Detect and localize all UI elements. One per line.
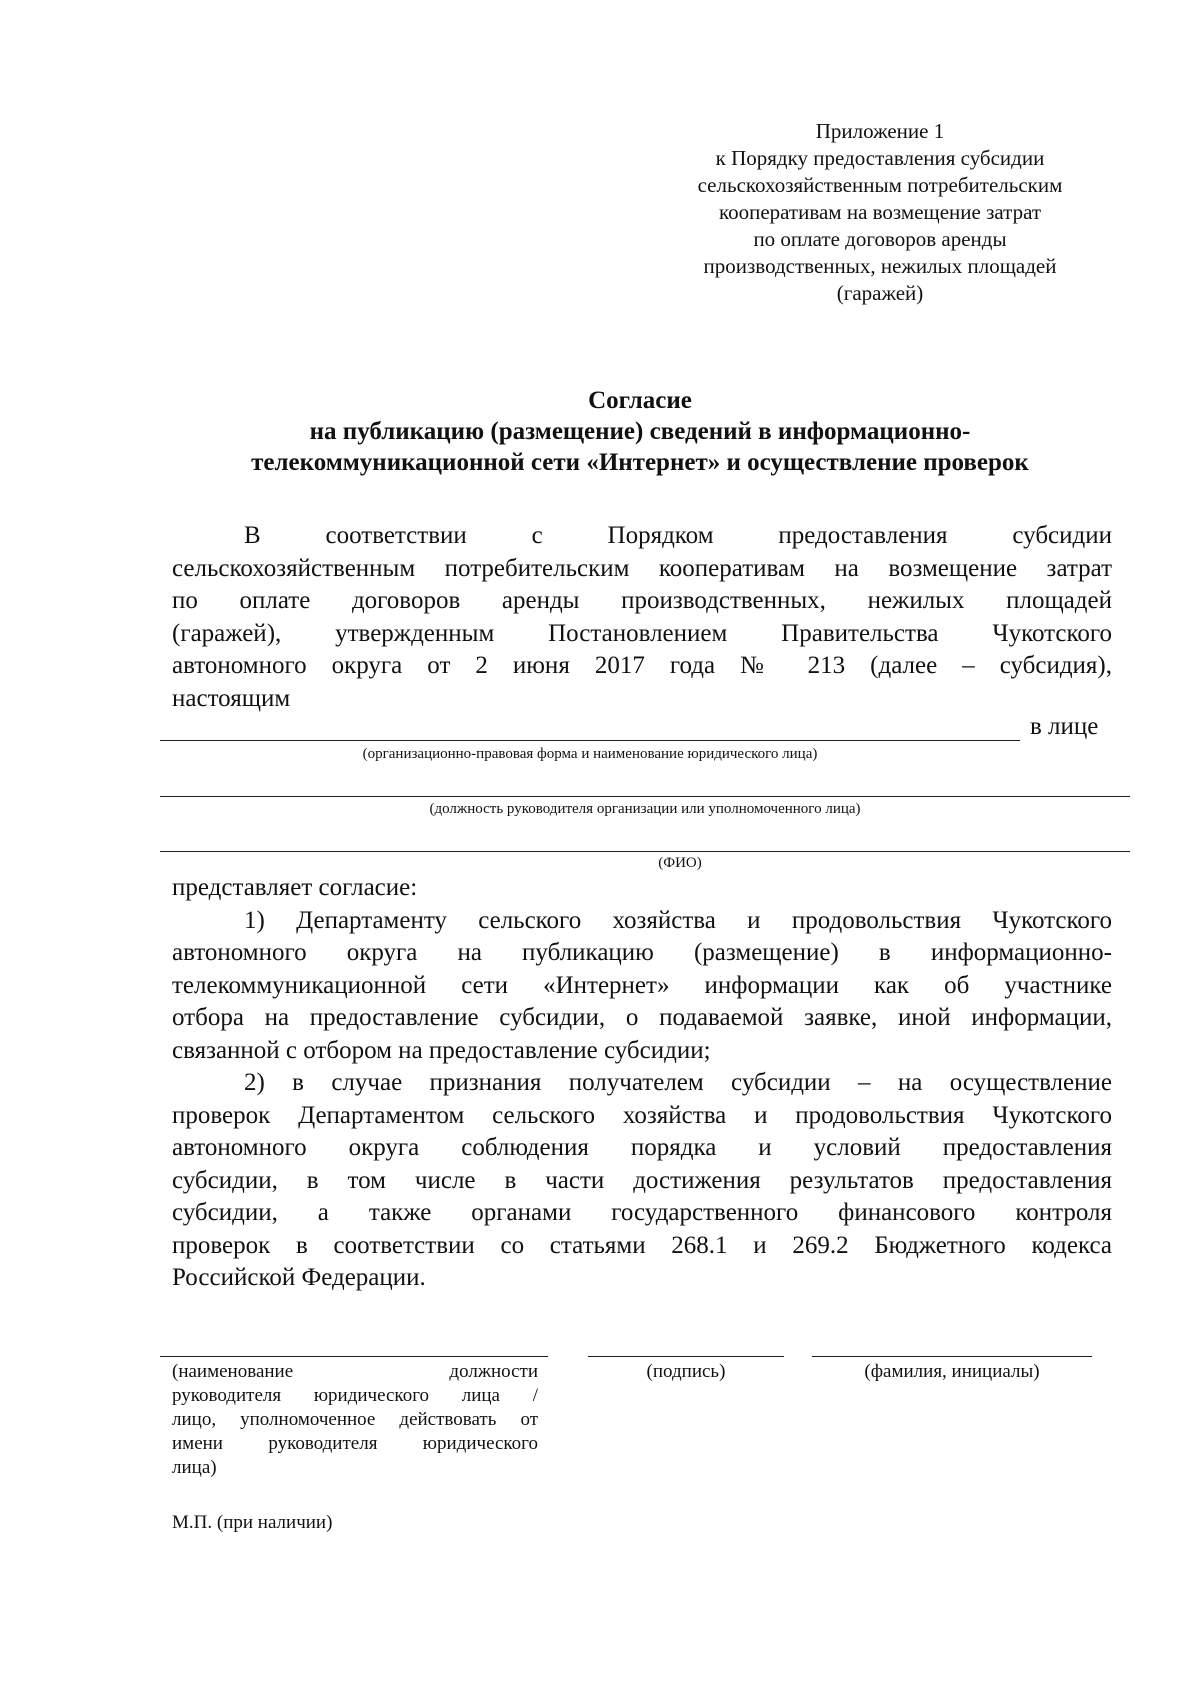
appendix-line: (гаражей) [836,281,924,305]
consent-item2-line: субсидии, в том числе в части достижения результатов предоставления [172,1166,1112,1194]
title-line: Согласие [588,387,692,414]
intro-line: настоящим [172,684,291,712]
title-line: телекоммуникационной сети «Интернет» и осуществление проверок [251,449,1029,476]
position-caption-line: имени руководителя юридического [172,1433,538,1454]
name-caption: (фамилия, инициалы) [864,1361,1040,1382]
position-caption-line: лицо, уполномоченное действовать от [172,1409,538,1430]
org-caption: (организационно-правовая форма и наименование юридического лица) [362,746,818,762]
consent-block [172,872,1112,1295]
fio-caption: (ФИО) [658,855,702,871]
appendix-line: к Порядку предоставления субсидии [715,146,1045,170]
appendix-line: кооперативам на возмещение затрат [718,200,1042,224]
in-person-text: в лице [1030,713,1099,740]
fio-line[interactable] [160,851,1130,852]
position-line[interactable] [160,796,1130,797]
consent-item2-line: Российской Федерации. [172,1264,426,1291]
consent-item2-line: 2) в случае признания получателем субсидии – на осуществление [244,1069,1112,1096]
consent-item2-line: субсидии, а также органами государственного финансового контроля [172,1199,1112,1226]
consent-item2-line: проверок Департаментом сельского хозяйства и продовольствия Чукотского [172,1101,1112,1129]
appendix-line: производственных, нежилых площадей [703,254,1057,278]
consent-item1-line: отбора на предоставление субсидии, о подаваемой заявке, иной информации, [172,1004,1112,1031]
appendix-line: по оплате договоров аренды [753,227,1007,251]
intro-line: по оплате договоров аренды производственных, нежилых площадей [172,587,1112,614]
consent-item1-line: связанной с отбором на предоставление субсидии; [172,1036,711,1064]
org-name-line[interactable] [160,740,1020,741]
stamp-note: М.П. (при наличии) [172,1512,333,1533]
position-caption-line: руководителя юридического лица / [172,1385,538,1406]
position-caption: (должность руководителя организации или уполномоченного лица) [429,801,861,817]
appendix-line: Приложение 1 [815,119,945,143]
signature-line[interactable] [588,1356,784,1357]
position-signature-line[interactable] [160,1356,548,1357]
position-signature-caption [172,1360,538,1480]
consent-item1-line: 1) Департаменту сельского хозяйства и продовольствия Чукотского [244,906,1112,934]
intro-paragraph [172,520,1112,715]
appendix-line: сельскохозяйственным потребительским [697,173,1063,197]
position-caption-line: (наименование должности [172,1361,538,1382]
intro-line: автономного округа от 2 июня 2017 года № 213 (далее – субсидия), [172,652,1112,679]
position-caption-line: лица) [172,1457,217,1478]
consent-item1-line: телекоммуникационной сети «Интернет» информации как об участнике [172,971,1112,999]
consent-lead: представляет согласие: [172,874,418,901]
intro-line: (гаражей), утвержденным Постановлением Правительства Чукотского [172,619,1112,647]
signature-caption: (подпись) [646,1361,726,1382]
name-signature-line[interactable] [812,1356,1092,1357]
document-title [160,385,1120,478]
title-line: на публикацию (размещение) сведений в информационно- [309,418,971,445]
appendix-header [660,118,1100,307]
consent-item1-line: автономного округа на публикацию (размещение) в информационно- [172,939,1112,966]
intro-line: сельскохозяйственным потребительским кооперативам на возмещение затрат [172,554,1112,582]
consent-item2-line: автономного округа соблюдения порядка и условий предоставления [172,1134,1112,1161]
consent-item2-line: проверок в соответствии со статьями 268.1 и 269.2 Бюджетного кодекса [172,1231,1112,1259]
intro-line: В соответствии с Порядком предоставления субсидии [244,522,1112,549]
